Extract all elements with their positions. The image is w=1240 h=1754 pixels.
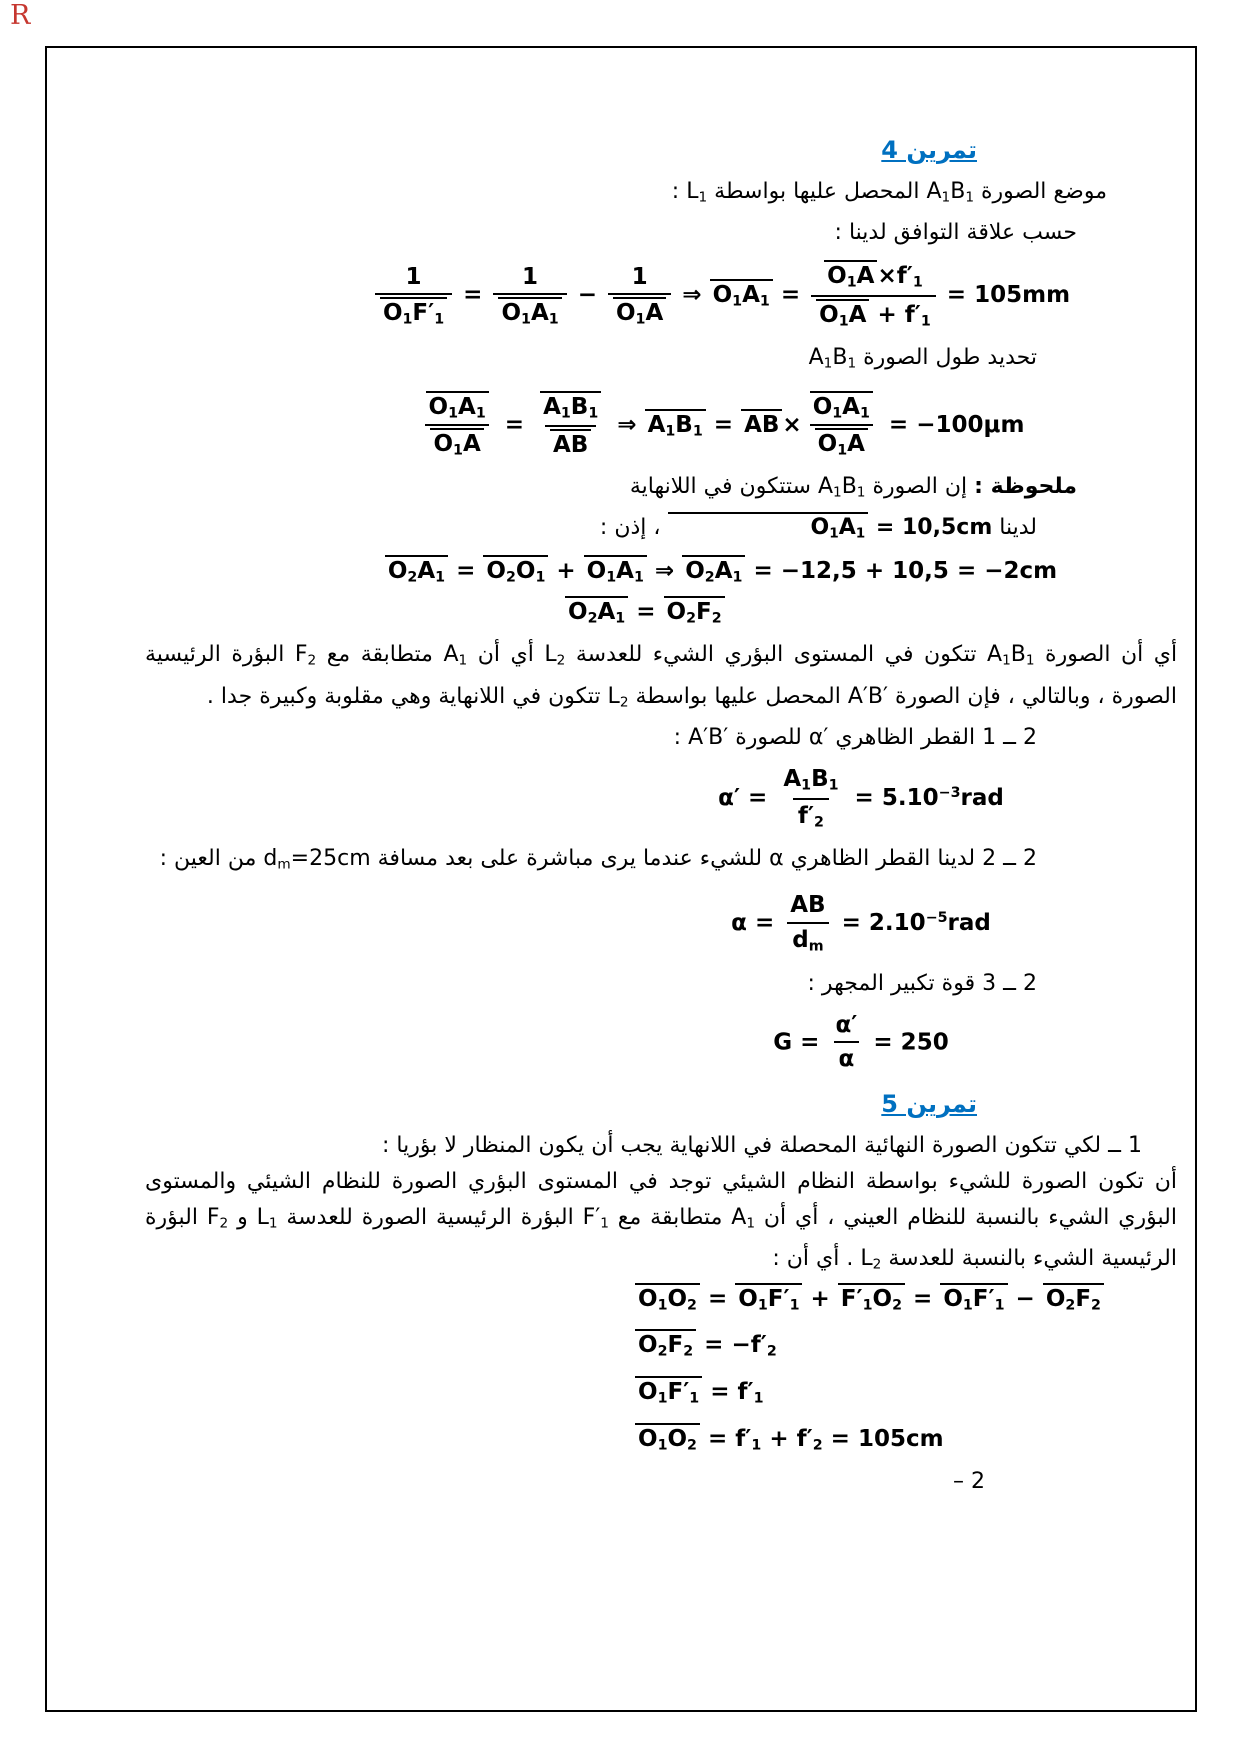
formula-alpha-prime: α′ = $\frac{A_1B_1}{f'_2}$ = $5.10^{-3}rad$ [718,766,1004,831]
corner-letter-watermark: R [10,0,31,31]
page-number: – 2 [953,1469,985,1495]
ex5-paragraph: أن تكون الصورة للشيء بواسطة النظام الشيئي توجد في المستوى البؤري الصورة للنظام الشيئي والمستوى البؤري الشيء بالنسبة للنظام العيني ، أي أن $A_1$ متطابقة مع $F'_1$ البؤرة الرئيسية الصورة للعدسة $L_1$ و $F_2$ البؤرة الرئيسية الشيء بالنسبة للعدسة $L_2$ . أي أن : [145,1169,1178,1273]
ex4-line-conjugation-intro: حسب علقة التوافق لدينا : [834,220,1077,246]
ex4-note-line: ملحوظة : إن الصورة $A_1B_1$ ستتكون في اللنهاية [629,473,1077,501]
ex5-formula-block [145,1283,1177,1455]
exercise5-title: تمرين 5 [881,1090,977,1119]
ex4-line-image-length: تحديد طول الصورة $A_1B_1$ [808,345,1037,372]
formula-magnification-relation: $\frac{O_1A_1}{O_1A}$ = $\frac{A_1B_1}{AB}$ ⇒ $A_1B_1$ = AB × $\frac{O_1A_1}{O_1A}$ = −100μm [145,391,1177,460]
formula-O1O2-length: $O_1O_2 = f'_1 + f'_2 = 105cm$ [145,1423,1177,1456]
formula-alpha: α = $\frac{AB}{d_m}$ = $2.10^{-5}rad$ [731,892,991,955]
formula-O2F2: $O_2F_2 = -f'_2$ [145,1329,1177,1362]
ex4-given-line: لدينا $O_1A_1 = 10,5cm$ ، إذن : [145,510,1177,546]
page-border [45,46,1197,1712]
formula-O1O2-decomposition: $O_1O_2 = O_1F'_1 + F'_1O_2 = O_1F'_1 - O_2F_2$ [145,1283,1177,1315]
ex4-line-image-position: موضع الصورة $A_1B_1$ المحصل عليها بواسطة $L_1$ : [671,179,1107,206]
ex4-conclusion-paragraph: أي أن الصورة $A_1B_1$ تتكون في المستوى البؤري الشيء للعدسة $L_2$ أي أن $A_1$ متطابقة مع $F_2$ البؤرة الرئيسية الصورة ، وبالتالي ، فإن الصورة A′B′ المحصل عليها بواسطة $L_2$ تتكون في اللنهاية وهي مقلوبة وكبيرة جدا . [145,642,1178,711]
formula-O2A1-equals-O2F2: $O_2A_1 = O_2F_2$ [145,596,1177,628]
formula-grossissement: G = $\frac{\alpha'}{\alpha}$ = 250 [773,1011,949,1073]
ex4-line-2-3: 2 ــ 3 قوة تكبير المجهر : [807,970,1037,996]
formula-conjugation-relation: $\frac{1}{O_1F'_1}$ = $\frac{1}{O_1A_1}$ − $\frac{1}{O_1A}$ ⇒ $O_1A_1$ = $\frac{O_1A \times f'_1}{O_1A + f'_1}$ = 105mm [145,260,1177,331]
exercise4-title: تمرين 4 [881,136,977,164]
ex4-line-2-1: 2 ــ 1 القطر الظاهري α′ للصورة A′B′ : [673,725,1037,751]
formula-O2A1-computation: $O_2A_1 = O_2O_1 + O_1A_1$ ⇒ $O_2A_1 = -12,5 + 10,5 = -2cm$ [145,555,1177,587]
ex5-line-1: 1 ــ لكي تتكون الصورة النهائية المحصلة في اللنهاية يجب أن يكون المنظار ل بؤريا : [381,1133,1142,1159]
ex4-line-2-2: 2 ــ 2 لدينا القطر الظاهري α للشيء عندما يرى مباشرة على بعد مسافة $d_m=25cm$ من العين : [159,846,1037,873]
formula-O1F1: $O_1F'_1 = f'_1$ [145,1376,1177,1409]
